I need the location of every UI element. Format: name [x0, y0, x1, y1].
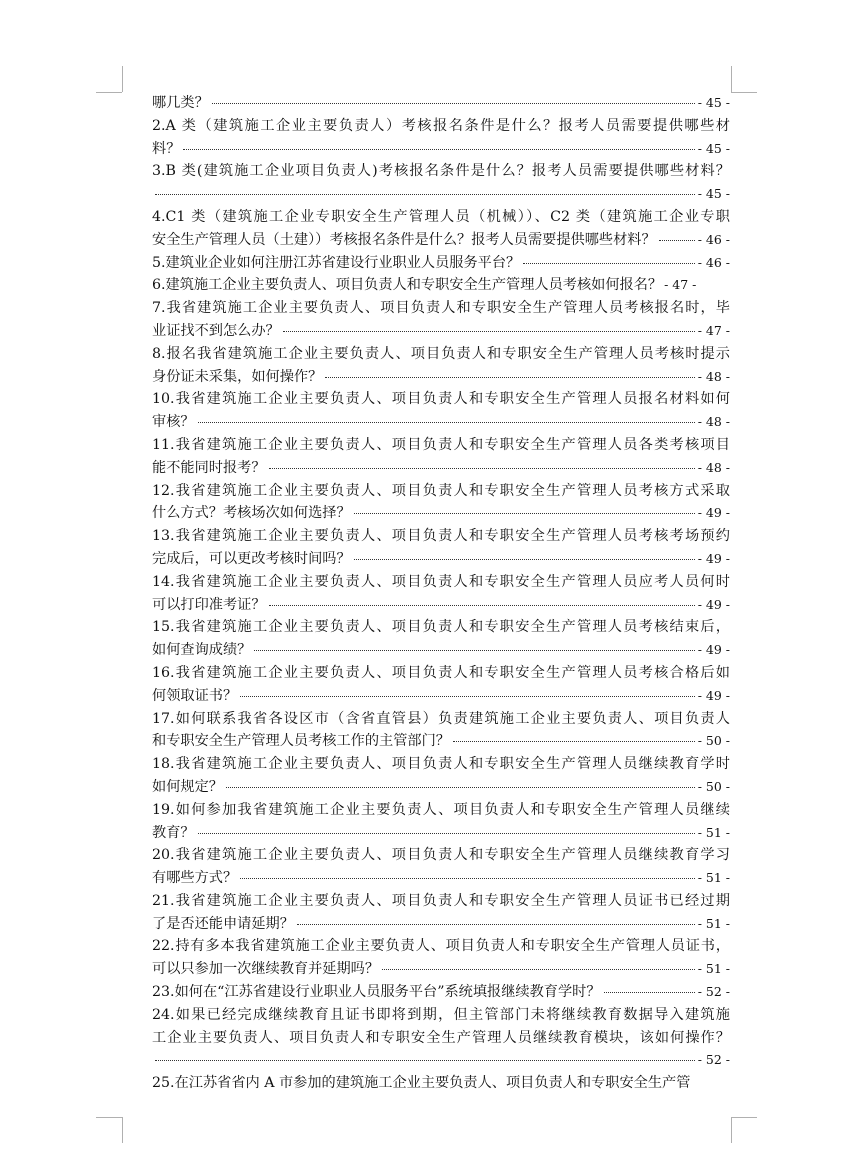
dot-leader	[240, 878, 695, 879]
toc-entry[interactable]	[152, 388, 730, 434]
toc-entry-text: 安全生产管理人员（土建））考核报名条件是什么？报考人员需要提供哪些材料？	[152, 231, 656, 248]
toc-entry-text: 7.我省建筑施工企业主要负责人、项目负责人和专职安全生产管理人员考核报名时，毕	[152, 300, 730, 317]
toc-entry-text: 20.我省建筑施工企业主要负责人、项目负责人和专职安全生产管理人员继续教育学习	[152, 847, 730, 864]
table-of-contents	[152, 92, 730, 1095]
toc-entry[interactable]	[152, 160, 730, 206]
toc-entry-text: 2.A 类（建筑施工企业主要负责人）考核报名条件是什么？报考人员需要提供哪些材	[152, 117, 730, 134]
toc-entry-text: 13.我省建筑施工企业主要负责人、项目负责人和专职安全生产管理人员考核考场预约	[152, 528, 730, 545]
toc-entry-text: 14.我省建筑施工企业主要负责人、项目负责人和专职安全生产管理人员应考人员何时	[152, 573, 730, 590]
dot-leader	[453, 741, 695, 742]
toc-entry[interactable]	[152, 252, 730, 275]
dot-leader	[659, 240, 695, 241]
toc-entry-text: 22.持有多本我省建筑施工企业主要负责人、项目负责人和专职安全生产管理人员证书，	[152, 938, 730, 955]
toc-entry-text: 21.我省建筑施工企业主要负责人、项目负责人和专职安全生产管理人员证书已经过期	[152, 892, 730, 909]
toc-entry[interactable]	[152, 571, 730, 617]
toc-entry[interactable]	[152, 115, 730, 161]
toc-entry[interactable]	[152, 708, 730, 754]
toc-entry-text: 5.建筑业企业如何注册江苏省建设行业职业人员服务平台？	[152, 254, 521, 271]
toc-entry-text: 和专职安全生产管理人员考核工作的主管部门？	[152, 733, 450, 750]
crop-mark-bottom-right	[731, 1117, 732, 1143]
toc-entry[interactable]	[152, 616, 730, 662]
toc-page-number: - 51 -	[697, 915, 730, 931]
toc-entry-text: 哪几类？	[152, 95, 209, 111]
crop-mark-bottom-left	[122, 1117, 123, 1143]
dot-leader	[155, 1060, 695, 1061]
dot-leader	[283, 331, 695, 332]
crop-mark-top-right	[731, 92, 757, 93]
toc-page-number: - 47 -	[697, 322, 730, 338]
toc-page-number: - 45 -	[697, 95, 730, 110]
crop-mark-top-left	[122, 66, 123, 92]
toc-entry-text: 8.报名我省建筑施工企业主要负责人、项目负责人和专职安全生产管理人员考核时提示	[152, 345, 730, 362]
dot-leader	[226, 787, 695, 788]
toc-entry-text: 3.B 类(建筑施工企业项目负责人)考核报名条件是什么？报考人员需要提供哪些材料？	[152, 163, 730, 180]
toc-entry[interactable]	[152, 890, 730, 936]
toc-page-number: - 49 -	[697, 687, 730, 703]
toc-entry[interactable]	[152, 480, 730, 526]
toc-page-number: - 51 -	[697, 824, 730, 840]
toc-entry[interactable]	[152, 1004, 730, 1072]
toc-entry-text: 10.我省建筑施工企业主要负责人、项目负责人和专职安全生产管理人员报名材料如何	[152, 391, 730, 408]
dot-leader	[297, 924, 695, 925]
toc-entry[interactable]	[152, 844, 730, 890]
toc-page-number: - 52 -	[697, 984, 730, 1000]
toc-entry-text: 了是否还能申请延期？	[152, 915, 294, 932]
toc-entry-text: 工企业主要负责人、项目负责人和专职安全生产管理人员继续教育模块，该如何操作？	[152, 1029, 730, 1046]
toc-entry-text: 19.如何参加我省建筑施工企业主要负责人、项目负责人和专职安全生产管理人员继续	[152, 801, 730, 818]
toc-entry-text: 如何查询成绩？	[152, 642, 252, 659]
toc-entry[interactable]	[152, 1072, 730, 1095]
toc-entry[interactable]	[152, 92, 730, 115]
toc-page-number: - 46 -	[697, 231, 730, 247]
crop-mark-top-right	[731, 66, 732, 92]
toc-entry-text: 身份证未采集，如何操作？	[152, 368, 323, 385]
toc-entry-text: 18.我省建筑施工企业主要负责人、项目负责人和专职安全生产管理人员继续教育学时	[152, 756, 730, 773]
toc-page-number: - 52 -	[697, 1052, 730, 1068]
toc-page-number: - 49 -	[697, 505, 730, 521]
toc-entry[interactable]	[152, 274, 730, 297]
toc-entry-text: 4.C1 类（建筑施工企业专职安全生产管理人员（机械））、C2 类（建筑施工企业专职	[152, 208, 730, 225]
toc-entry-text: 12.我省建筑施工企业主要负责人、项目负责人和专职安全生产管理人员考核方式采取	[152, 482, 730, 499]
toc-entry-text: 可以只参加一次继续教育并延期吗？	[152, 961, 380, 978]
toc-page-number: - 50 -	[697, 778, 730, 794]
dot-leader	[254, 650, 694, 651]
toc-entry[interactable]	[152, 297, 730, 343]
toc-entry[interactable]	[152, 981, 730, 1004]
dot-leader	[325, 377, 694, 378]
dot-leader	[269, 468, 695, 469]
dot-leader	[198, 422, 695, 423]
crop-mark-bottom-right	[731, 1117, 757, 1118]
toc-entry-text: 料？	[152, 140, 181, 157]
dot-leader	[240, 696, 695, 697]
toc-entry-text: 何领取证书？	[152, 687, 238, 704]
dot-leader	[183, 149, 694, 150]
toc-entry[interactable]	[152, 799, 730, 845]
toc-entry[interactable]	[152, 525, 730, 571]
toc-entry-text: 16.我省建筑施工企业主要负责人、项目负责人和专职安全生产管理人员考核合格后如	[152, 664, 730, 681]
toc-entry-text: 什么方式？考核场次如何选择？	[152, 505, 351, 522]
toc-page-number: - 45 -	[697, 186, 730, 202]
toc-page-number: - 48 -	[697, 368, 730, 384]
dot-leader	[354, 513, 695, 514]
toc-entry-text: 15.我省建筑施工企业主要负责人、项目负责人和专职安全生产管理人员考核结束后，	[152, 619, 730, 636]
toc-page-number: - 47 -	[664, 277, 697, 293]
toc-entry-text: 23.如何在“江苏省建设行业职业人员服务平台”系统填报继续教育学时？	[152, 984, 601, 1001]
toc-entry[interactable]	[152, 935, 730, 981]
toc-page-number: - 48 -	[697, 414, 730, 430]
toc-page-number: - 49 -	[697, 642, 730, 658]
toc-entry-text: 11.我省建筑施工企业主要负责人、项目负责人和专职安全生产管理人员各类考核项目	[152, 436, 730, 453]
toc-page-number: - 46 -	[697, 254, 730, 270]
toc-entry[interactable]	[152, 753, 730, 799]
toc-page-number: - 51 -	[697, 870, 730, 886]
toc-entry-text: 业证找不到怎么办？	[152, 322, 280, 339]
dot-leader	[382, 969, 695, 970]
toc-entry[interactable]	[152, 206, 730, 252]
toc-page-number: - 50 -	[697, 733, 730, 749]
toc-entry-text: 完成后，可以更改考核时间吗？	[152, 550, 351, 567]
toc-entry-text: 17.如何联系我省各设区市（含省直管县）负责建筑施工企业主要负责人、项目负责人	[152, 710, 730, 727]
dot-leader	[212, 103, 695, 104]
toc-entry-text: 6.建筑施工企业主要负责人、项目负责人和专职安全生产管理人员考核如何报名？	[152, 277, 663, 294]
toc-page-number: - 48 -	[697, 459, 730, 475]
toc-entry-text: 可以打印准考证？	[152, 596, 266, 613]
toc-page-number: - 51 -	[697, 961, 730, 977]
toc-entry-text: 25.在江苏省省内 A 市参加的建筑施工企业主要负责人、项目负责人和专职安全生产管	[152, 1075, 691, 1092]
toc-page-number: - 45 -	[697, 140, 730, 156]
dot-leader	[198, 833, 695, 834]
dot-leader	[269, 605, 695, 606]
toc-page-number: - 49 -	[697, 596, 730, 612]
crop-mark-top-left	[96, 92, 122, 93]
toc-page-number: - 49 -	[697, 550, 730, 566]
toc-entry-text: 如何规定？	[152, 778, 223, 795]
toc-entry-text: 教育？	[152, 824, 195, 841]
toc-entry[interactable]	[152, 343, 730, 389]
crop-mark-bottom-left	[96, 1117, 122, 1118]
toc-entry[interactable]	[152, 662, 730, 708]
toc-entry-text: 有哪些方式？	[152, 870, 238, 887]
dot-leader	[523, 263, 694, 264]
dot-leader	[604, 992, 695, 993]
toc-entry-text: 24.如果已经完成继续教育且证书即将到期，但主管部门未将继续教育数据导入建筑施	[152, 1006, 730, 1023]
dot-leader	[354, 559, 695, 560]
toc-entry-text: 审核？	[152, 414, 195, 431]
dot-leader	[155, 194, 695, 195]
toc-entry-text: 能不能同时报考？	[152, 459, 266, 476]
toc-entry[interactable]	[152, 434, 730, 480]
